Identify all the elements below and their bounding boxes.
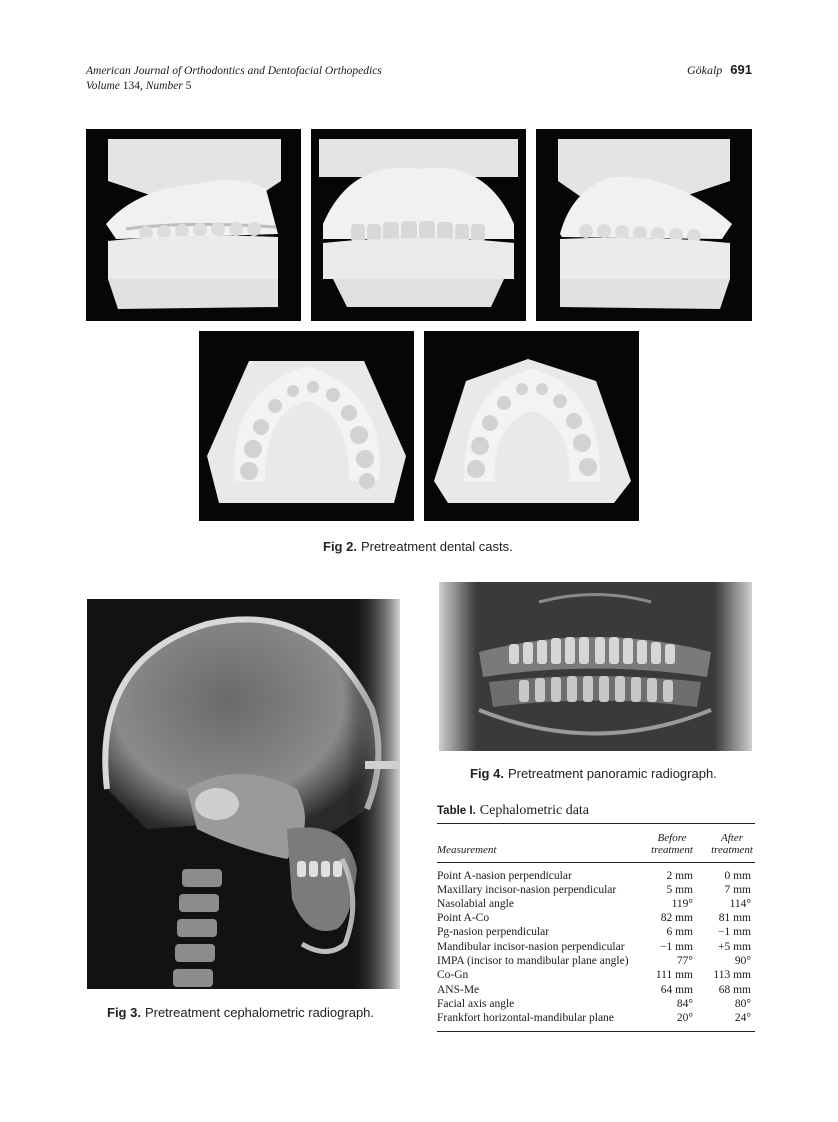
cast-maxillary-occlusal-graphic [199,331,414,521]
fig4-caption [470,766,717,781]
cell-after: 113 mm [713,969,751,981]
table-header-rule [437,862,755,863]
header-measurement: Measurement [437,844,497,856]
header-before: Before treatment [651,832,693,856]
cell-before: −1 mm [659,941,693,953]
table-row [437,897,755,911]
cell-measurement: Point A-Co [437,912,490,924]
cell-after: 81 mm [718,912,751,924]
cell-after: 80° [734,998,751,1010]
cast-left-lateral-graphic [536,129,752,321]
cell-before: 84° [676,998,693,1010]
table-row [437,869,755,883]
cell-after: 0 mm [724,870,751,882]
cell-after: 24° [734,1012,751,1024]
cell-after: 90° [734,955,751,967]
cell-after: +5 mm [717,941,751,953]
cell-before: 77° [676,955,693,967]
table-row [437,925,755,939]
cell-before: 64 mm [660,984,693,996]
cell-before: 20° [676,1012,693,1024]
fig3-text: Pretreatment cephalometric radiograph. [144,1005,375,1020]
cell-measurement: ANS-Me [437,984,480,996]
cell-after: −1 mm [717,926,751,938]
table-row [437,983,755,997]
table-top-rule [437,823,755,824]
cell-after: 7 mm [724,884,751,896]
table-row [437,1011,755,1025]
table-row [437,940,755,954]
table-row [437,911,755,925]
table-bottom-rule [437,1031,755,1032]
cell-after: 114° [729,898,751,910]
table-row [437,968,755,982]
cephalometric-radiograph [87,599,400,989]
fig2-label: Fig 2. [323,539,357,554]
cast-mandibular-occlusal-graphic [424,331,639,521]
table-row [437,997,755,1011]
fig2-caption [323,539,513,554]
table-title [437,803,589,819]
cell-before: 5 mm [666,884,693,896]
cell-measurement: Pg-nasion perpendicular [437,926,550,938]
page-number: 691 [730,62,752,77]
cast-photo-maxillary-occlusal [199,331,414,521]
cell-before: 2 mm [666,870,693,882]
cell-measurement: Mandibular incisor-nasion perpendicular [437,941,625,953]
running-header-journal [86,64,382,94]
panoramic-radiograph [439,582,752,751]
cell-measurement: Maxillary incisor-nasion perpendicular [437,884,617,896]
ceph-graphic [87,599,400,989]
panoramic-graphic [439,582,752,751]
cast-frontal-graphic [311,129,526,321]
cell-after: 68 mm [718,984,751,996]
header-after: After treatment [711,832,753,856]
journal-volume: Volume 134, Number 5 [86,80,192,92]
cell-measurement: Facial axis angle [437,998,515,1010]
fig4-text: Pretreatment panoramic radiograph. [507,766,717,781]
table-title-text: Cephalometric data [479,803,590,818]
fig3-label: Fig 3. [107,1005,141,1020]
cast-right-lateral-graphic [86,129,301,321]
cell-measurement: Frankfort horizontal-mandibular plane [437,1012,614,1024]
table-row [437,883,755,897]
author-name: Gökalp [686,63,723,77]
cell-measurement: IMPA (incisor to mandibular plane angle) [437,955,629,967]
cell-before: 82 mm [660,912,693,924]
running-header-page [687,62,752,78]
cast-photo-frontal [311,129,526,321]
cast-photo-mandibular-occlusal [424,331,639,521]
cell-before: 111 mm [655,969,693,981]
journal-title: American Journal of Orthodontics and Dentofacial Orthopedics [86,65,382,77]
table-label: Table I. [437,805,476,817]
cast-photo-left-lateral [536,129,752,321]
cell-before: 119° [671,898,693,910]
fig3-caption [107,1005,374,1020]
fig4-label: Fig 4. [470,766,504,781]
cell-measurement: Point A-nasion perpendicular [437,870,572,882]
table-row [437,954,755,968]
cast-photo-right-lateral [86,129,301,321]
fig2-text: Pretreatment dental casts. [360,539,513,554]
cell-measurement: Co-Gn [437,969,469,981]
cell-before: 6 mm [666,926,693,938]
cell-measurement: Nasolabial angle [437,898,514,910]
